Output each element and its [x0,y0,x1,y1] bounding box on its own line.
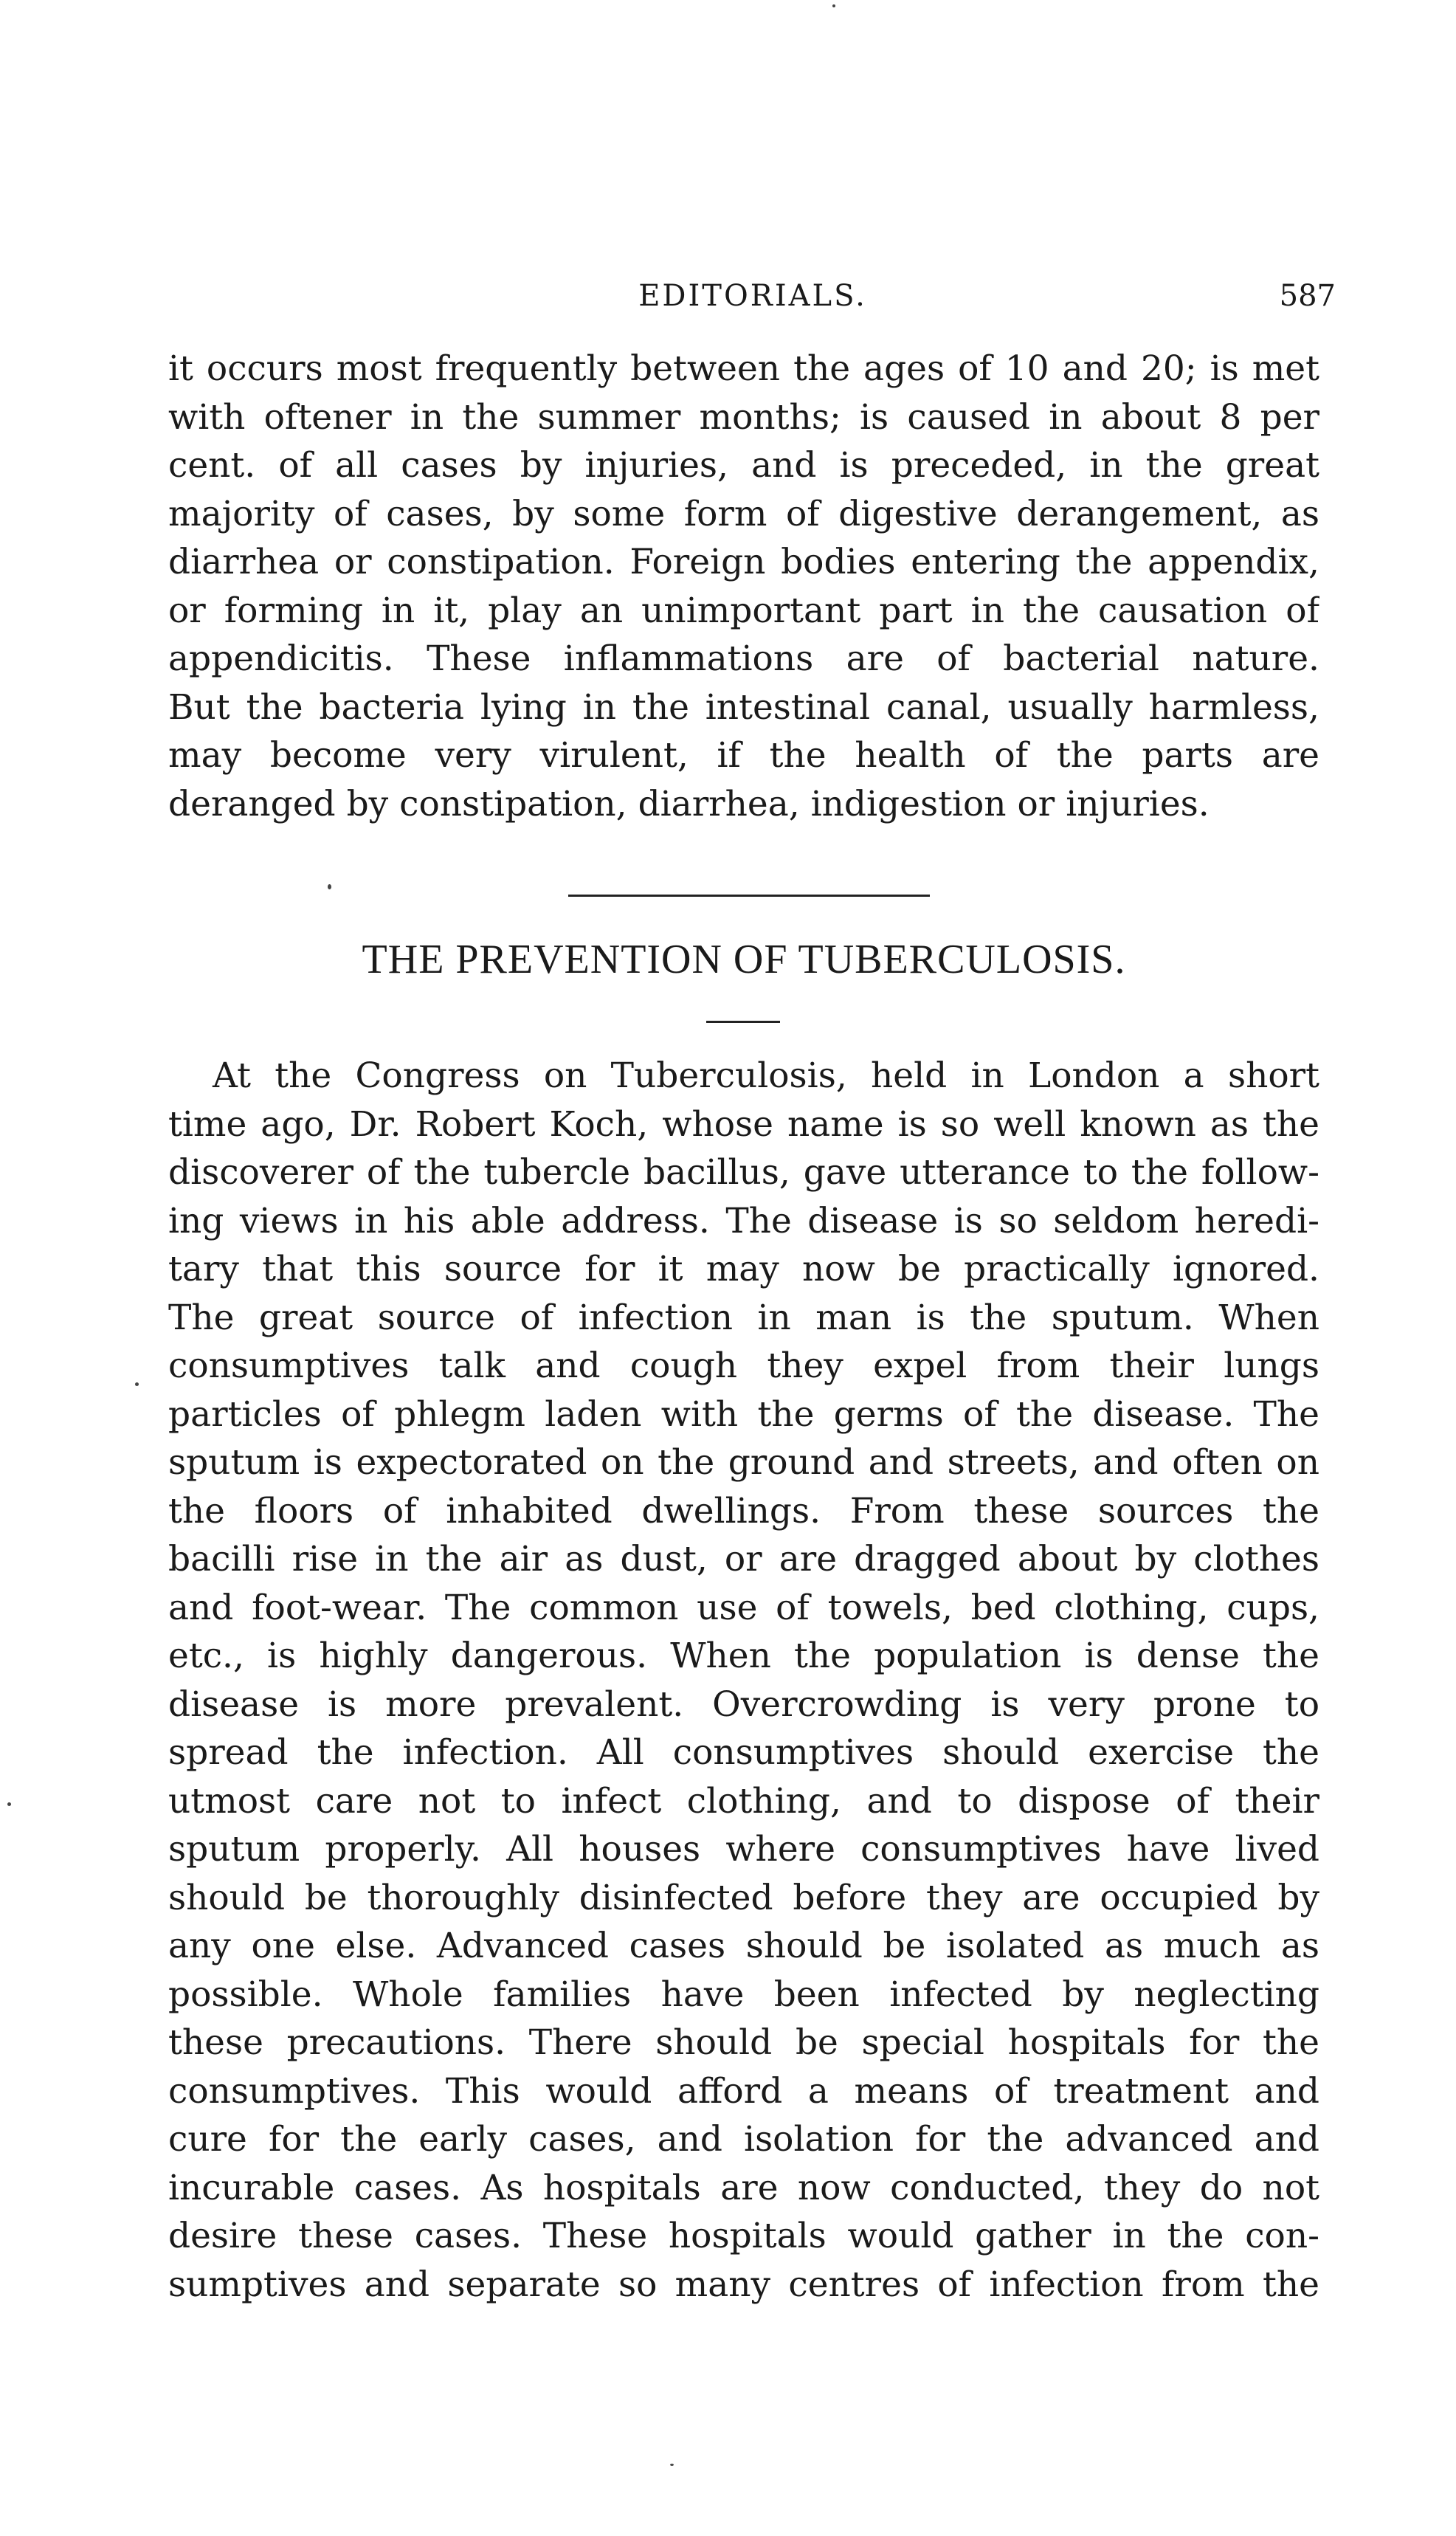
scan-speck [832,4,835,7]
scan-speck [135,1382,139,1386]
running-title: EDITORIALS. [638,279,867,313]
scan-speck [670,2464,674,2466]
text-line: sputum properly. All houses where consumptives have lived [168,1829,1319,1870]
text-line: cure for the early cases, and isolation for the advanced and [168,2119,1319,2160]
text-line: appendicitis. These inflammations are of bacterial nature. [168,638,1319,679]
text-line: spread the infection. All consumptives should exercise the [168,1732,1319,1773]
text-line: time ago, Dr. Robert Koch, whose name is so well known as the [168,1103,1319,1145]
text-line: bacilli rise in the air as dust, or are dragged about by clothes [168,1539,1319,1579]
text-line: discoverer of the tubercle bacillus, gave utterance to the follow- [168,1152,1319,1193]
scan-speck [328,884,331,889]
text-line: etc., is highly dangerous. When the population is dense the [168,1636,1319,1676]
text-line: consumptives. This would afford a means of treatment and [168,2070,1319,2112]
paragraph-tuberculosis [168,1052,1319,2309]
text-line: sumptives and separate so many centres of infection from the [168,2264,1319,2305]
text-line: or forming in it, play an unimportant part in the causation of [168,590,1319,631]
text-line: majority of cases, by some form of digestive derangement, as [168,493,1319,534]
text-line: desire these cases. These hospitals would gather in the con- [168,2216,1319,2256]
text-line: incurable cases. As hospitals are now conducted, they do not [168,2167,1319,2208]
paragraph-appendicitis [168,345,1319,828]
text-line: ing views in his able address. The disease is so seldom heredi- [168,1200,1319,1241]
section-divider-rule [568,895,930,897]
text-line: may become very virulent, if the health of the parts are [168,735,1319,776]
text-line: sputum is expectorated on the ground and streets, and often on [168,1442,1319,1483]
title-underline-rule [706,1021,780,1023]
text-line: possible. Whole families have been infected by neglecting [168,1974,1319,2015]
text-line: the floors of inhabited dwellings. From these sources the [168,1490,1319,1531]
text-line: cent. of all cases by injuries, and is preceded, in the great [168,445,1319,486]
text-line: and foot-wear. The common use of towels, bed clothing, cups, [168,1587,1319,1628]
text-line: with oftener in the summer months; is caused in about 8 per [168,396,1319,438]
text-line: consumptives talk and cough they expel from their lungs [168,1345,1319,1386]
running-head [170,279,1336,323]
section-title: THE PREVENTION OF TUBERCULOSIS. [362,937,1126,982]
text-line: The great source of infection in man is the sputum. When [168,1297,1319,1338]
text-line: utmost care not to infect clothing, and to dispose of their [168,1780,1319,1822]
page-number: 587 [1279,279,1336,313]
scan-speck [7,1802,11,1806]
text-line: it occurs most frequently between the ages of 10 and 20; is met [168,348,1319,389]
text-line: At the Congress on Tuberculosis, held in London a short [213,1055,1319,1096]
text-line: But the bacteria lying in the intestinal canal, usually harmless, [168,686,1319,728]
text-line: deranged by constipation, diarrhea, indigestion or injuries. [168,783,1210,824]
text-line: particles of phlegm laden with the germs of the disease. The [168,1393,1319,1435]
text-line: any one else. Advanced cases should be isolated as much as [168,1926,1319,1966]
text-line: disease is more prevalent. Overcrowding is very prone to [168,1684,1319,1725]
text-line: diarrhea or constipation. Foreign bodies entering the appendix, [168,542,1319,582]
text-line: tary that this source for it may now be practically ignored. [168,1249,1319,1289]
text-line: these precautions. There should be special hospitals for the [168,2022,1319,2063]
text-line: should be thoroughly disinfected before they are occupied by [168,1877,1319,1918]
